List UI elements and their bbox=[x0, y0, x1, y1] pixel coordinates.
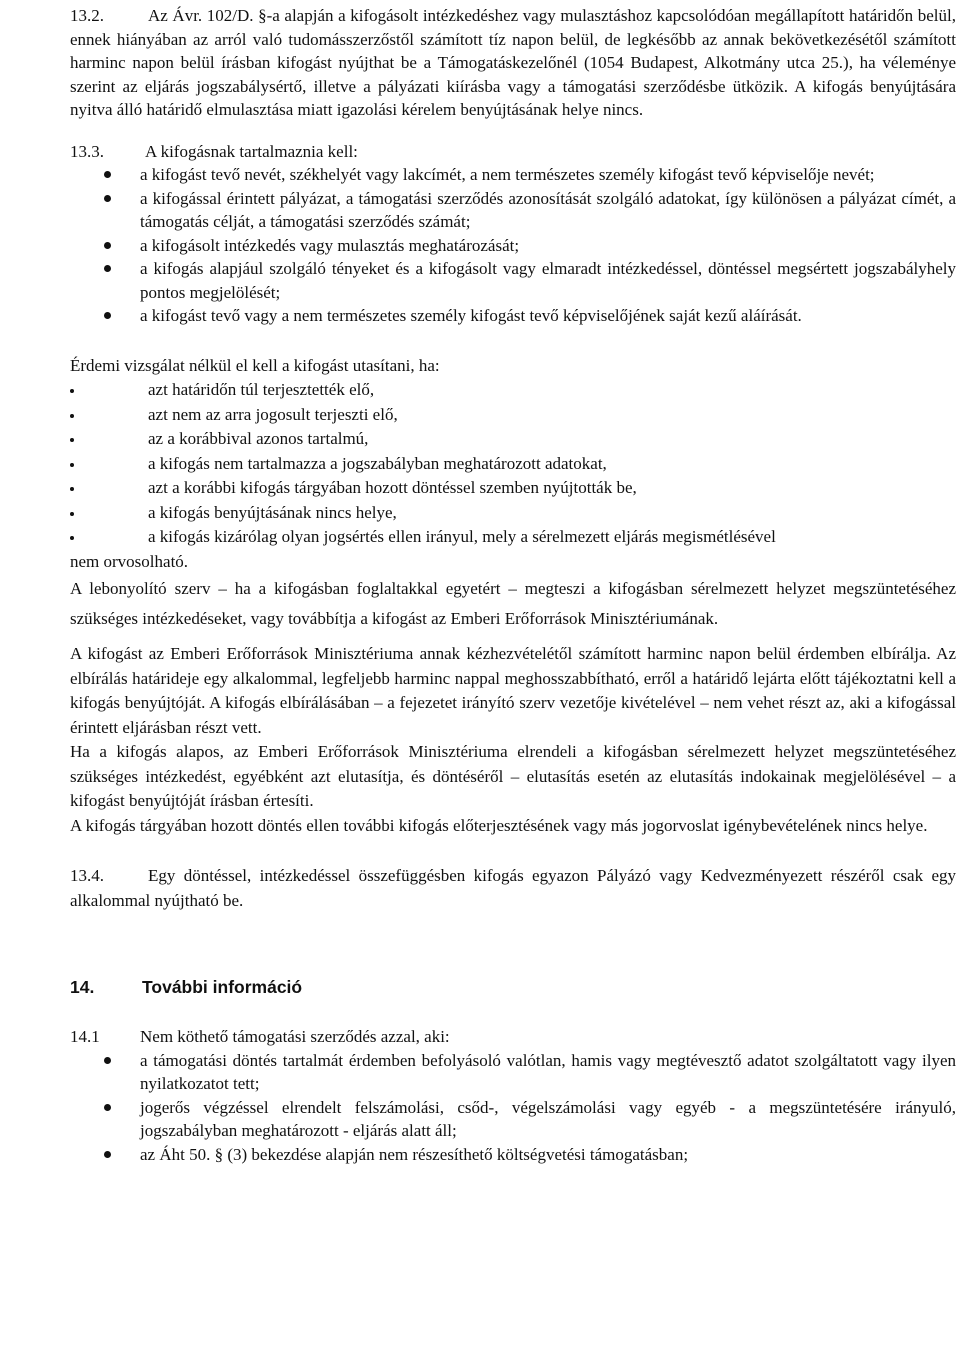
section-number: 13.3. bbox=[70, 141, 104, 161]
bullet-icon bbox=[104, 195, 111, 202]
paragraph-lebonyolito: A lebonyolító szerv – ha a kifogásban foglaltakkal egyetért – megteszi a kifogásban sérelmezett helyzet megszüntetéséhez szükséges intézkedéseket, vagy továbbítja a kifogást az Emberi Erőforrások Minisztériumának. bbox=[70, 579, 956, 628]
bullet-icon bbox=[104, 1057, 111, 1064]
section-13-2 bbox=[70, 4, 956, 122]
paragraph-elbiralas: A kifogást az Emberi Erőforrások Minisztériuma annak kézhezvételétől számított harminc napon belül érdemben elbírálja. Az elbírálás határideje egy alkalommal, legfeljebb harminc nappal meghosszabbítható, erről a határidő lejárta előtt tájékoztatni kell a kifogás benyújtóját. A kifogás elbírálásában – a fejezetet irányító szerv vezetője kivételével – nem vehet részt az, aki a kifogással érintett eljárásban részt vett. bbox=[70, 644, 956, 737]
list-item: a kifogás kizárólag olyan jogsértés ellen irányul, mely a sérelmezett eljárás megismétlésével bbox=[70, 525, 956, 550]
paragraph-alapos-kifogas: Ha a kifogás alapos, az Emberi Erőforrások Minisztériuma elrendeli a kifogásban sérelmezett helyzet megszüntetéséhez szükséges intézkedést, egyébként azt elutasítja, és döntéséről – elutasítás esetén az elutasítás indokainak megjelölésével – a kifogást benyújtóját írásban értesíti. bbox=[70, 742, 956, 810]
section-number: 13.4. bbox=[70, 866, 104, 885]
required-content-list bbox=[70, 163, 956, 328]
bullet-icon bbox=[104, 265, 111, 272]
list-item: az Áht 50. § (3) bekezdése alapján nem részesíthető költségvetési támogatásban; bbox=[70, 1143, 956, 1167]
section-13-2-text: Az Ávr. 102/D. §-a alapján a kifogásolt intézkedéshez vagy mulasztáshoz kapcsolódóan megállapított határidőn belül, ennek hiányában az arról való tudomásszerzőstől számított tíz napon belül, de legkésőbb az annak bekövetkezésétől számított harminc napon belül írásban kifogást nyújthat be a Támogatáskezelőnél (1054 Budapest, Alkotmány utca 25.), ha véleménye szerint az eljárás jogszabálysértő, illetve a pályázati kiírásba vagy a támogatási szerződésbe ütközik. A kifogás benyújtására nyitva álló határidő elmulasztása miatt igazolási kérelem benyújtásának helye nincs. bbox=[70, 6, 956, 119]
bullet-icon bbox=[104, 242, 111, 249]
bullet-icon bbox=[70, 389, 74, 393]
list-item: a kifogást tevő nevét, székhelyét vagy lakcímét, a nem természetes személy kifogást tevő képviselője nevét; bbox=[70, 163, 956, 187]
bullet-icon bbox=[70, 414, 74, 418]
bullet-icon bbox=[70, 438, 74, 442]
list-item: az a korábbival azonos tartalmú, bbox=[70, 427, 956, 452]
list-item: a kifogás nem tartalmazza a jogszabályban meghatározott adatokat, bbox=[70, 452, 956, 477]
bullet-icon bbox=[104, 312, 111, 319]
list-item: azt határidőn túl terjesztették elő, bbox=[70, 378, 956, 403]
bullet-icon bbox=[104, 1151, 111, 1158]
bullet-icon bbox=[70, 512, 74, 516]
list-item: jogerős végzéssel elrendelt felszámolási, csőd-, végelszámolási vagy egyéb - a megszüntetésére irányuló, jogszabályban meghatározott - eljárás alatt áll; bbox=[70, 1096, 956, 1143]
section-13-4-text: Egy döntéssel, intézkedéssel összefüggésben kifogás egyazon Pályázó vagy Kedvezményezett részéről csak egy alkalommal nyújtható be. bbox=[70, 866, 956, 910]
paragraph-tovabbi-kifogas: A kifogás tárgyában hozott döntés ellen további kifogás előterjesztésének vagy más jogorvoslat igénybevételének nincs helye. bbox=[70, 815, 928, 835]
rejection-intro: Érdemi vizsgálat nélkül el kell a kifogást utasítani, ha: bbox=[70, 355, 440, 375]
bullet-icon bbox=[70, 536, 74, 540]
list-item: a kifogás alapjául szolgáló tényeket és a kifogásolt vagy elmaradt intézkedéssel, döntéssel megsértett jogszabályhely pontos megjelölését; bbox=[70, 257, 956, 304]
section-13-3-intro bbox=[70, 140, 956, 164]
list-item: a támogatási döntés tartalmát érdemben befolyásoló valótlan, hamis vagy megtévesztő adatot szolgáltatott vagy ilyen nyilatkozatot tett; bbox=[70, 1049, 956, 1096]
list-item: a kifogást tevő vagy a nem természetes személy kifogást tevő képviselőjének saját kezű aláírását. bbox=[70, 304, 956, 328]
bullet-icon bbox=[104, 1104, 111, 1111]
section-14-heading bbox=[70, 975, 956, 999]
rejection-tail: nem orvosolható. bbox=[70, 551, 189, 571]
exclusion-list bbox=[70, 1049, 956, 1167]
section-14-1-intro-text: Nem köthető támogatási szerződés azzal, aki: bbox=[140, 1027, 450, 1046]
list-item: a kifogásolt intézkedés vagy mulasztás meghatározását; bbox=[70, 234, 956, 258]
section-13-3-intro-text: A kifogásnak tartalmaznia kell: bbox=[145, 141, 358, 161]
list-item: a kifogás benyújtásának nincs helye, bbox=[70, 501, 956, 526]
bullet-icon bbox=[70, 487, 74, 491]
document-page bbox=[70, 4, 956, 1166]
rejection-list bbox=[70, 378, 956, 550]
section-number: 14.1 bbox=[70, 1027, 100, 1046]
section-number: 14. bbox=[70, 977, 95, 997]
section-title: További információ bbox=[142, 977, 303, 997]
bullet-icon bbox=[104, 171, 111, 178]
list-item: azt a korábbi kifogás tárgyában hozott döntéssel szemben nyújtották be, bbox=[70, 476, 956, 501]
list-item: a kifogással érintett pályázat, a támogatási szerződés azonosítását szolgáló adatokat, így különösen a pályázat címét, a támogatás célját, a támogatási szerződés számát; bbox=[70, 187, 956, 234]
section-number: 13.2. bbox=[70, 6, 104, 25]
list-item: azt nem az arra jogosult terjeszti elő, bbox=[70, 403, 956, 428]
bullet-icon bbox=[70, 463, 74, 467]
section-13-4 bbox=[70, 864, 956, 913]
section-14-1-intro bbox=[70, 1025, 956, 1049]
